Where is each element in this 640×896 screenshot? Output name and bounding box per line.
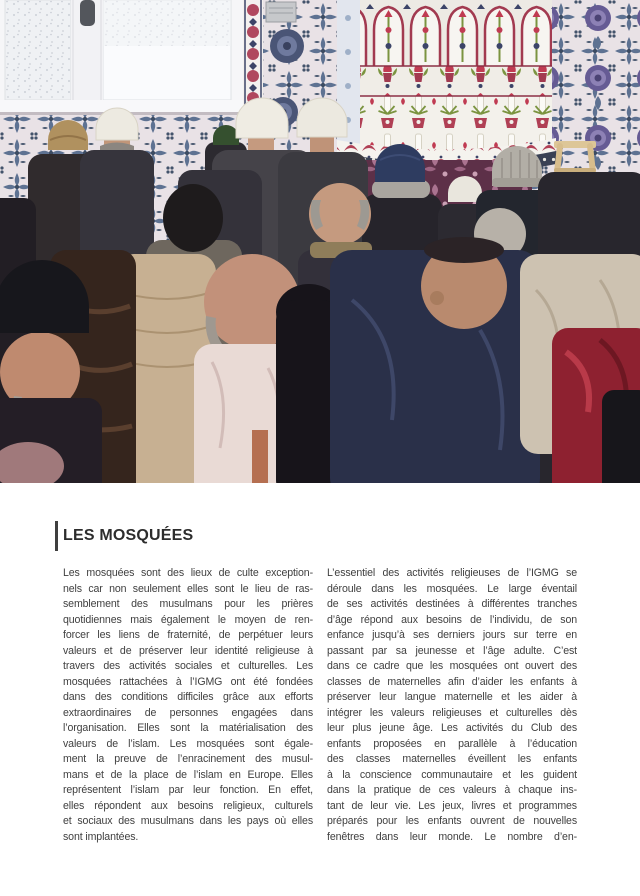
figure-dark-corner [602, 390, 640, 483]
text-line: dans des conditions difficiles grâce aux efforts [63, 691, 313, 703]
red-tile-border [243, 0, 263, 114]
man-navy-jacket [330, 237, 540, 483]
text-line: des classes maternelles éveillent les enfants [327, 753, 577, 765]
text-line: l’organisation. Elles sont la matérialisation des [63, 722, 313, 734]
window-handle [80, 0, 95, 26]
text-line: à la conscience communautaire et les guident [327, 768, 577, 781]
text-line: ment la preuve de l’enracinement des musul- [63, 753, 313, 765]
text-line: forcer les liens de fraternité, de perpétuer leurs [63, 629, 313, 641]
article-column-left [63, 566, 313, 845]
text-line: L’essentiel des activités religieuses de l’IGMG se [327, 567, 577, 579]
text-line: quotidiennes mais également le moyen de ren- [63, 613, 313, 626]
text-line: passant par sa jeunesse et l’âge adulte. C’est [327, 644, 577, 657]
text-line: préserver leur langue maternelle et les aider à [327, 691, 577, 703]
text-line: valeurs de l’islam. Les mosquées sont égale- [63, 737, 313, 750]
article-column-right [327, 566, 577, 845]
text-line: préparés pour les enfants ouvrent de nouvelles [327, 815, 577, 827]
text-line: Les mosquées sont des lieux de culte exception- [63, 567, 313, 579]
article-columns [63, 566, 577, 845]
text-line: valeurs et de préserver leur identité religieuse à [63, 644, 313, 657]
text-line: mans et de la place de l’islam en Europe. Elles [63, 768, 313, 781]
text-line: mosquées rattachées à l’IGMG ont été fondées [63, 675, 313, 688]
text-line: sont implantées. [63, 830, 139, 843]
text-line: nels car non seulement elles sont le lieu de ras- [63, 582, 313, 595]
page-title: LES MOSQUÉES [63, 527, 194, 544]
section-heading [55, 521, 193, 551]
text-line: déroule dans les mosquées. Le large éventail [327, 582, 577, 595]
text-line: elles répondent aux besoins religieux, culturels [63, 799, 313, 812]
text-line: semblement des musulmans pour les prières [63, 598, 313, 610]
text-line: et sociaux des musulmans dans les pays où elles [63, 815, 313, 827]
text-line: travers des activités sociales et culturelles. Les [63, 660, 313, 672]
text-line: dans ce cadre que les mosquées ont ouvert des [327, 660, 577, 672]
text-line: tant de leur vie. Les jeux, livres et programmes [327, 799, 577, 812]
text-line: enfants proposées en parallèle à l’éducation [327, 737, 577, 750]
wall-box [266, 2, 296, 22]
text-line: intégrer les valeurs religieuses et culturelles dès [327, 706, 577, 719]
text-line: classes de maternelles afin d’aider les enfants à [327, 675, 577, 688]
text-line: représentent l’islam par leur fonction. En effet, [63, 784, 313, 796]
text-line: enfance jusqu’à ses derniers jours sur terre en [327, 629, 577, 641]
text-line: fenêtres dans leur monde. Le nombre d’en- [327, 830, 577, 843]
heading-accent-bar [55, 521, 58, 551]
text-line: extraordinaires de personnes engagées dans [63, 706, 313, 719]
window [0, 0, 243, 115]
text-line: de ses activités destinées à différentes tranches [327, 598, 577, 610]
text-line: dans la pratique de ces valeurs à chaque ins- [327, 784, 577, 796]
text-line: leur plus jeune âge. Les activités du Club des [327, 722, 577, 734]
text-line: d’âge répond aux besoins de l’individu, de son [327, 613, 577, 626]
